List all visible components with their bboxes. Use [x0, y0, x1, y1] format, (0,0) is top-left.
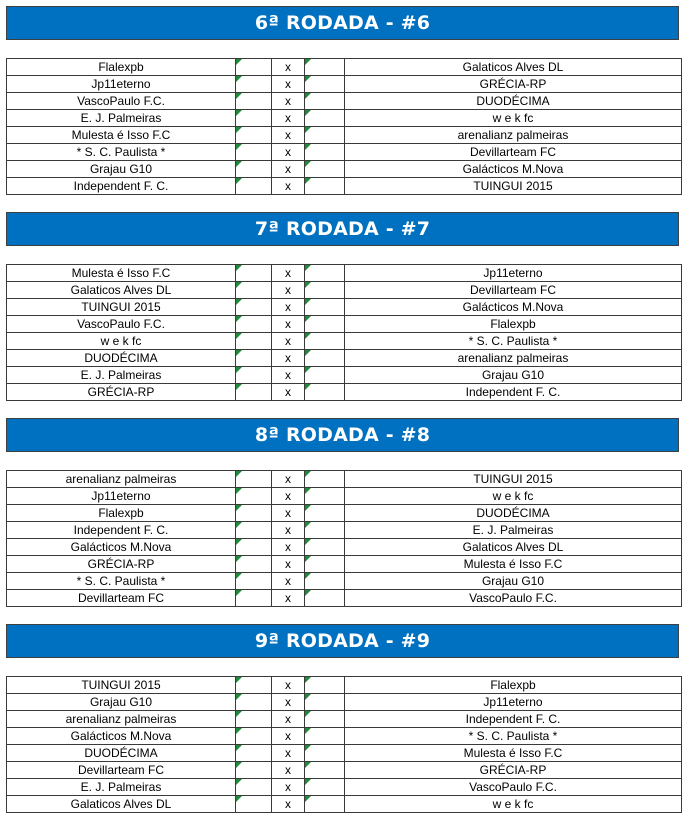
match-table — [6, 470, 682, 607]
match-row — [7, 59, 682, 76]
away-team-cell[interactable]: Independent F. C. — [345, 711, 682, 728]
home-score-cell[interactable] — [236, 333, 272, 350]
away-score-cell[interactable] — [305, 488, 345, 505]
versus-cell[interactable]: x — [272, 745, 305, 762]
versus-cell[interactable]: x — [272, 282, 305, 299]
versus-cell[interactable]: x — [272, 316, 305, 333]
home-score-cell[interactable] — [236, 282, 272, 299]
home-score-cell[interactable] — [236, 505, 272, 522]
match-row — [7, 677, 682, 694]
versus-cell[interactable]: x — [272, 762, 305, 779]
home-team-cell[interactable]: E. J. Palmeiras — [7, 779, 236, 796]
away-score-cell[interactable] — [305, 59, 345, 76]
home-score-cell[interactable] — [236, 796, 272, 813]
versus-cell[interactable]: x — [272, 299, 305, 316]
away-score-cell[interactable] — [305, 471, 345, 488]
home-score-cell[interactable] — [236, 299, 272, 316]
home-team-cell[interactable]: Independent F. C. — [7, 178, 236, 195]
away-team-cell[interactable]: w e k fc — [345, 110, 682, 127]
match-row — [7, 488, 682, 505]
away-score-cell[interactable] — [305, 505, 345, 522]
match-row — [7, 779, 682, 796]
home-score-cell[interactable] — [236, 471, 272, 488]
home-team-cell[interactable]: * S. C. Paulista * — [7, 144, 236, 161]
match-row — [7, 316, 682, 333]
away-score-cell[interactable] — [305, 694, 345, 711]
away-team-cell[interactable]: Independent F. C. — [345, 384, 682, 401]
away-team-cell[interactable]: Mulesta é Isso F.C — [345, 556, 682, 573]
match-row — [7, 694, 682, 711]
home-score-cell[interactable] — [236, 539, 272, 556]
home-team-cell[interactable]: Mulesta é Isso F.C — [7, 127, 236, 144]
away-team-cell[interactable]: w e k fc — [345, 488, 682, 505]
home-team-cell[interactable]: Grajau G10 — [7, 694, 236, 711]
match-row — [7, 573, 682, 590]
home-team-cell[interactable]: Devillarteam FC — [7, 590, 236, 607]
home-score-cell[interactable] — [236, 316, 272, 333]
away-score-cell[interactable] — [305, 161, 345, 178]
away-score-cell[interactable] — [305, 745, 345, 762]
match-table — [6, 58, 682, 195]
match-row — [7, 556, 682, 573]
away-team-cell[interactable]: w e k fc — [345, 796, 682, 813]
away-score-cell[interactable] — [305, 539, 345, 556]
match-row — [7, 539, 682, 556]
away-score-cell[interactable] — [305, 282, 345, 299]
away-score-cell[interactable] — [305, 384, 345, 401]
away-team-cell[interactable]: Galácticos M.Nova — [345, 161, 682, 178]
home-team-cell[interactable]: TUINGUI 2015 — [7, 677, 236, 694]
versus-cell[interactable]: x — [272, 384, 305, 401]
away-team-cell[interactable]: Jp11eterno — [345, 694, 682, 711]
home-team-cell[interactable]: Galácticos M.Nova — [7, 539, 236, 556]
away-team-cell[interactable]: Mulesta é Isso F.C — [345, 745, 682, 762]
away-score-cell[interactable] — [305, 110, 345, 127]
match-row — [7, 350, 682, 367]
away-score-cell[interactable] — [305, 522, 345, 539]
away-team-cell[interactable]: E. J. Palmeiras — [345, 522, 682, 539]
match-row — [7, 367, 682, 384]
home-score-cell[interactable] — [236, 779, 272, 796]
versus-cell[interactable]: x — [272, 505, 305, 522]
away-team-cell[interactable]: DUODÉCIMA — [345, 505, 682, 522]
home-team-cell[interactable]: Jp11eterno — [7, 488, 236, 505]
home-score-cell[interactable] — [236, 265, 272, 282]
versus-cell[interactable]: x — [272, 556, 305, 573]
away-score-cell[interactable] — [305, 677, 345, 694]
versus-cell[interactable]: x — [272, 333, 305, 350]
away-score-cell[interactable] — [305, 796, 345, 813]
home-score-cell[interactable] — [236, 745, 272, 762]
away-team-cell[interactable]: Galácticos M.Nova — [345, 299, 682, 316]
away-team-cell[interactable]: arenalianz palmeiras — [345, 350, 682, 367]
home-score-cell[interactable] — [236, 93, 272, 110]
away-team-cell[interactable]: TUINGUI 2015 — [345, 471, 682, 488]
away-team-cell[interactable]: GRÉCIA-RP — [345, 762, 682, 779]
home-score-cell[interactable] — [236, 728, 272, 745]
home-score-cell[interactable] — [236, 178, 272, 195]
match-row — [7, 178, 682, 195]
round-title[interactable]: 9ª RODADA - #9 — [6, 624, 679, 658]
away-team-cell[interactable]: Devillarteam FC — [345, 282, 682, 299]
versus-cell[interactable]: x — [272, 522, 305, 539]
versus-cell[interactable]: x — [272, 590, 305, 607]
match-row — [7, 384, 682, 401]
away-score-cell[interactable] — [305, 93, 345, 110]
home-team-cell[interactable]: Flalexpb — [7, 59, 236, 76]
versus-cell[interactable]: x — [272, 110, 305, 127]
home-score-cell[interactable] — [236, 110, 272, 127]
away-score-cell[interactable] — [305, 556, 345, 573]
home-score-cell[interactable] — [236, 488, 272, 505]
round-title[interactable]: 6ª RODADA - #6 — [6, 6, 679, 40]
match-row — [7, 282, 682, 299]
versus-cell[interactable]: x — [272, 573, 305, 590]
versus-cell[interactable]: x — [272, 127, 305, 144]
match-row — [7, 93, 682, 110]
home-team-cell[interactable]: arenalianz palmeiras — [7, 711, 236, 728]
away-score-cell[interactable] — [305, 76, 345, 93]
away-team-cell[interactable]: Devillarteam FC — [345, 144, 682, 161]
home-team-cell[interactable]: GRÉCIA-RP — [7, 384, 236, 401]
match-row — [7, 333, 682, 350]
away-team-cell[interactable]: GRÉCIA-RP — [345, 76, 682, 93]
home-team-cell[interactable]: DUODÉCIMA — [7, 745, 236, 762]
match-row — [7, 711, 682, 728]
match-row — [7, 76, 682, 93]
versus-cell[interactable]: x — [272, 93, 305, 110]
away-score-cell[interactable] — [305, 573, 345, 590]
match-row — [7, 762, 682, 779]
away-score-cell[interactable] — [305, 265, 345, 282]
versus-cell[interactable]: x — [272, 677, 305, 694]
versus-cell[interactable]: x — [272, 76, 305, 93]
versus-cell[interactable]: x — [272, 161, 305, 178]
round-title[interactable]: 7ª RODADA - #7 — [6, 212, 679, 246]
match-row — [7, 471, 682, 488]
home-team-cell[interactable]: Devillarteam FC — [7, 762, 236, 779]
home-score-cell[interactable] — [236, 127, 272, 144]
away-team-cell[interactable]: VascoPaulo F.C. — [345, 590, 682, 607]
match-row — [7, 127, 682, 144]
away-team-cell[interactable]: Grajau G10 — [345, 367, 682, 384]
away-team-cell[interactable]: Flalexpb — [345, 316, 682, 333]
away-team-cell[interactable]: Flalexpb — [345, 677, 682, 694]
match-row — [7, 265, 682, 282]
away-score-cell[interactable] — [305, 762, 345, 779]
home-team-cell[interactable]: E. J. Palmeiras — [7, 367, 236, 384]
home-team-cell[interactable]: Flalexpb — [7, 505, 236, 522]
round-title[interactable]: 8ª RODADA - #8 — [6, 418, 679, 452]
home-team-cell[interactable]: E. J. Palmeiras — [7, 110, 236, 127]
match-row — [7, 745, 682, 762]
away-score-cell[interactable] — [305, 299, 345, 316]
versus-cell[interactable]: x — [272, 488, 305, 505]
away-score-cell[interactable] — [305, 333, 345, 350]
away-score-cell[interactable] — [305, 711, 345, 728]
versus-cell[interactable]: x — [272, 779, 305, 796]
versus-cell[interactable]: x — [272, 350, 305, 367]
home-team-cell[interactable]: GRÉCIA-RP — [7, 556, 236, 573]
home-score-cell[interactable] — [236, 573, 272, 590]
away-score-cell[interactable] — [305, 779, 345, 796]
match-row — [7, 590, 682, 607]
home-score-cell[interactable] — [236, 590, 272, 607]
home-team-cell[interactable]: TUINGUI 2015 — [7, 299, 236, 316]
away-team-cell[interactable]: * S. C. Paulista * — [345, 333, 682, 350]
home-score-cell[interactable] — [236, 384, 272, 401]
match-row — [7, 144, 682, 161]
away-team-cell[interactable]: TUINGUI 2015 — [345, 178, 682, 195]
home-score-cell[interactable] — [236, 144, 272, 161]
away-team-cell[interactable]: arenalianz palmeiras — [345, 127, 682, 144]
versus-cell[interactable]: x — [272, 265, 305, 282]
home-score-cell[interactable] — [236, 694, 272, 711]
away-team-cell[interactable]: VascoPaulo F.C. — [345, 779, 682, 796]
match-row — [7, 796, 682, 813]
match-row — [7, 110, 682, 127]
match-row — [7, 299, 682, 316]
home-score-cell[interactable] — [236, 350, 272, 367]
versus-cell[interactable]: x — [272, 367, 305, 384]
away-score-cell[interactable] — [305, 367, 345, 384]
versus-cell[interactable]: x — [272, 59, 305, 76]
home-team-cell[interactable]: w e k fc — [7, 333, 236, 350]
match-row — [7, 728, 682, 745]
versus-cell[interactable]: x — [272, 796, 305, 813]
home-team-cell[interactable]: Galaticos Alves DL — [7, 282, 236, 299]
versus-cell[interactable]: x — [272, 694, 305, 711]
match-table — [6, 676, 682, 813]
versus-cell[interactable]: x — [272, 471, 305, 488]
away-score-cell[interactable] — [305, 144, 345, 161]
away-score-cell[interactable] — [305, 728, 345, 745]
home-team-cell[interactable]: Independent F. C. — [7, 522, 236, 539]
home-team-cell[interactable]: VascoPaulo F.C. — [7, 316, 236, 333]
home-score-cell[interactable] — [236, 59, 272, 76]
home-team-cell[interactable]: DUODÉCIMA — [7, 350, 236, 367]
home-team-cell[interactable]: Jp11eterno — [7, 76, 236, 93]
away-score-cell[interactable] — [305, 127, 345, 144]
away-team-cell[interactable]: DUODÉCIMA — [345, 93, 682, 110]
away-team-cell[interactable]: Jp11eterno — [345, 265, 682, 282]
home-score-cell[interactable] — [236, 677, 272, 694]
home-team-cell[interactable]: arenalianz palmeiras — [7, 471, 236, 488]
away-team-cell[interactable]: Grajau G10 — [345, 573, 682, 590]
match-row — [7, 522, 682, 539]
away-team-cell[interactable]: * S. C. Paulista * — [345, 728, 682, 745]
home-score-cell[interactable] — [236, 522, 272, 539]
home-team-cell[interactable]: Galaticos Alves DL — [7, 796, 236, 813]
home-score-cell[interactable] — [236, 762, 272, 779]
home-score-cell[interactable] — [236, 556, 272, 573]
away-score-cell[interactable] — [305, 316, 345, 333]
away-score-cell[interactable] — [305, 350, 345, 367]
home-score-cell[interactable] — [236, 76, 272, 93]
home-score-cell[interactable] — [236, 367, 272, 384]
home-team-cell[interactable]: * S. C. Paulista * — [7, 573, 236, 590]
versus-cell[interactable]: x — [272, 711, 305, 728]
home-team-cell[interactable]: Mulesta é Isso F.C — [7, 265, 236, 282]
versus-cell[interactable]: x — [272, 539, 305, 556]
match-row — [7, 161, 682, 178]
home-team-cell[interactable]: Galácticos M.Nova — [7, 728, 236, 745]
away-score-cell[interactable] — [305, 590, 345, 607]
home-score-cell[interactable] — [236, 161, 272, 178]
match-table — [6, 264, 682, 401]
home-team-cell[interactable]: VascoPaulo F.C. — [7, 93, 236, 110]
match-row — [7, 505, 682, 522]
versus-cell[interactable]: x — [272, 178, 305, 195]
away-team-cell[interactable]: Galaticos Alves DL — [345, 539, 682, 556]
away-team-cell[interactable]: Galaticos Alves DL — [345, 59, 682, 76]
away-score-cell[interactable] — [305, 178, 345, 195]
versus-cell[interactable]: x — [272, 144, 305, 161]
home-team-cell[interactable]: Grajau G10 — [7, 161, 236, 178]
home-score-cell[interactable] — [236, 711, 272, 728]
versus-cell[interactable]: x — [272, 728, 305, 745]
